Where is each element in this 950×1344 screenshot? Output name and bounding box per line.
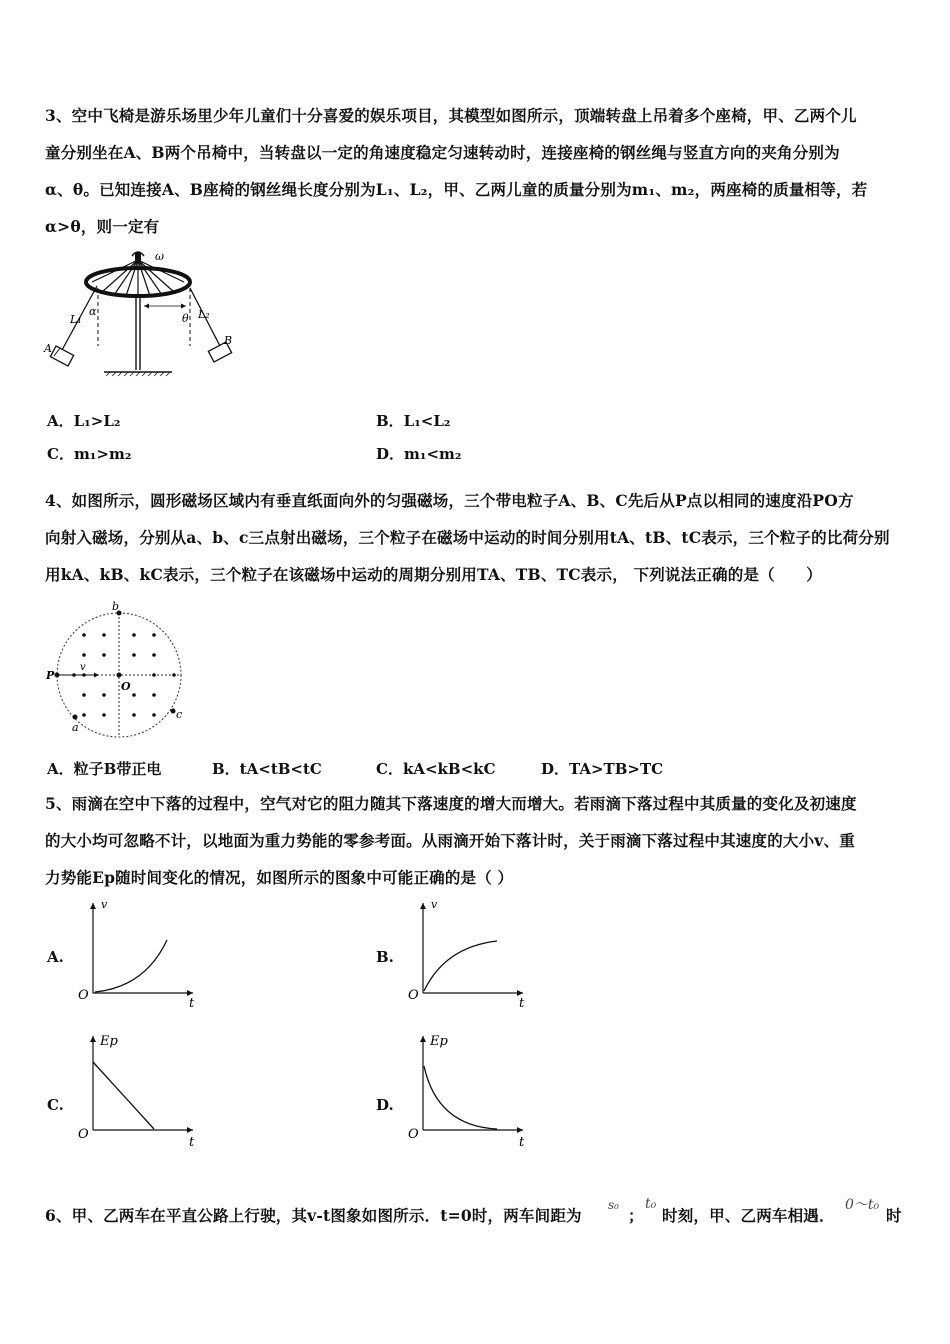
field-dot	[102, 653, 106, 657]
graph-a-x-label: t	[189, 996, 195, 1011]
field-dot	[132, 653, 136, 657]
v-label: v	[80, 662, 86, 673]
field-dot	[152, 633, 156, 637]
graph-c-y-label: Ep	[100, 1034, 118, 1049]
graph-d-x-label: t	[519, 1135, 525, 1150]
field-dot	[152, 693, 156, 697]
q6-text-2: ；	[628, 1206, 644, 1225]
P-label: P	[46, 669, 55, 682]
q6-text-4: 时	[886, 1206, 902, 1225]
field-dot	[82, 653, 86, 657]
q4-option-a[interactable]: A．粒子B带正电	[47, 760, 162, 778]
alpha-label: α	[89, 305, 97, 318]
field-dot	[102, 713, 106, 717]
q3-option-a[interactable]: A．L₁>L₂	[47, 412, 121, 430]
q3-line-1: 3、空中飞椅是游乐场里少年儿童们十分喜爱的娱乐项目，其模型如图所示，顶端转盘上吊着多个座椅，甲、乙两个儿	[45, 106, 857, 125]
b-label: b	[112, 600, 120, 613]
q5-line-2: 的大小均可忽略不计，以地面为重力势能的零参考面。从雨滴开始下落计时，关于雨滴下落过程中其速度的大小v、重	[45, 831, 855, 850]
q6-s0: s₀	[608, 1198, 619, 1212]
q3-option-b[interactable]: B．L₁<L₂	[376, 412, 451, 430]
graph-b-y-label: v	[431, 898, 438, 911]
field-dot	[102, 633, 106, 637]
field-dot	[152, 673, 156, 677]
O-label: O	[121, 680, 131, 693]
q5-line-3: 力势能Ep随时间变化的情况，如图所示的图象中可能正确的是（ ）	[45, 868, 514, 887]
q5-graph-c	[75, 1030, 205, 1150]
q5-option-b[interactable]: B.	[376, 948, 394, 966]
q4-line-1: 4、如图所示，圆形磁场区域内有垂直纸面向外的匀强磁场，三个带电粒子A、B、C先后从P点以相同的速度沿PO方	[45, 491, 854, 510]
q3-swing-figure	[40, 248, 250, 383]
graph-d-y-label: Ep	[430, 1034, 448, 1049]
q4-option-c[interactable]: C．kA<kB<kC	[376, 760, 496, 778]
q5-graph-a	[75, 895, 205, 1010]
graph-a-origin: O	[78, 988, 89, 1003]
q4-option-d[interactable]: D．TA>TB>TC	[541, 760, 664, 778]
q3-line-3: α、θ。已知连接A、B座椅的钢丝绳长度分别为L₁、L₂，甲、乙两儿童的质量分别为m₁、m₂，两座椅的质量相等，若	[45, 180, 868, 199]
q6-text-3: 时刻，甲、乙两车相遇．	[662, 1206, 835, 1225]
q5-option-c[interactable]: C.	[47, 1096, 64, 1114]
q5-option-d[interactable]: D.	[376, 1096, 394, 1114]
c-label: c	[176, 708, 183, 721]
q3-line-2: 童分别坐在A、B两个吊椅中，当转盘以一定的角速度稳定匀速转动时，连接座椅的钢丝绳与竖直方向的夹角分别为	[45, 143, 840, 162]
q5-graph-d	[405, 1030, 535, 1150]
q6-range: 0～t₀	[845, 1197, 880, 1213]
graph-c-origin: O	[78, 1127, 89, 1142]
field-dot	[132, 693, 136, 697]
field-dot	[132, 633, 136, 637]
q3-option-c[interactable]: C．m₁>m₂	[47, 445, 132, 463]
q5-option-a[interactable]: A.	[47, 948, 64, 966]
field-dot	[132, 713, 136, 717]
graph-a-y-label: v	[101, 898, 108, 911]
field-dot	[102, 693, 106, 697]
q4-line-3: 用kA、kB、kC表示，三个粒子在该磁场中运动的周期分别用TA、TB、TC表示， 下列说法正确的是（ ）	[45, 565, 822, 584]
theta-label: θ	[182, 312, 189, 325]
q6-text-1: 6、甲、乙两车在平直公路上行驶，其v-t图象如图所示．t=0时，两车间距为	[45, 1206, 582, 1225]
field-dot	[172, 673, 176, 677]
q3-line-4: α>θ，则一定有	[45, 217, 160, 236]
field-dot	[152, 653, 156, 657]
B-label: B	[224, 334, 233, 347]
graph-b-x-label: t	[519, 996, 525, 1011]
q4-line-2: 向射入磁场，分别从a、b、c三点射出磁场，三个粒子在磁场中运动的时间分别用tA、tB、tC表示，三个粒子的比荷分别	[45, 528, 890, 547]
field-dot	[82, 713, 86, 717]
field-dot	[152, 713, 156, 717]
graph-c-x-label: t	[189, 1135, 195, 1150]
a-label: a	[72, 721, 79, 734]
L2-label: L₂	[198, 308, 210, 321]
A-label: A	[44, 342, 52, 355]
field-dot	[82, 633, 86, 637]
q4-option-b[interactable]: B．tA<tB<tC	[212, 760, 322, 778]
graph-d-origin: O	[408, 1127, 419, 1142]
q6-t0: t₀	[645, 1196, 657, 1212]
graph-b-origin: O	[408, 988, 419, 1003]
q4-magnetic-field-figure	[44, 600, 194, 740]
omega-label: ω	[155, 250, 164, 263]
q5-graph-b	[405, 895, 535, 1010]
field-dot	[82, 693, 86, 697]
L1-label: L₁	[70, 313, 82, 326]
q3-option-d[interactable]: D．m₁<m₂	[376, 445, 462, 463]
q5-line-1: 5、雨滴在空中下落的过程中，空气对它的阻力随其下落速度的增大而增大。若雨滴下落过程中其质量的变化及初速度	[45, 794, 857, 813]
